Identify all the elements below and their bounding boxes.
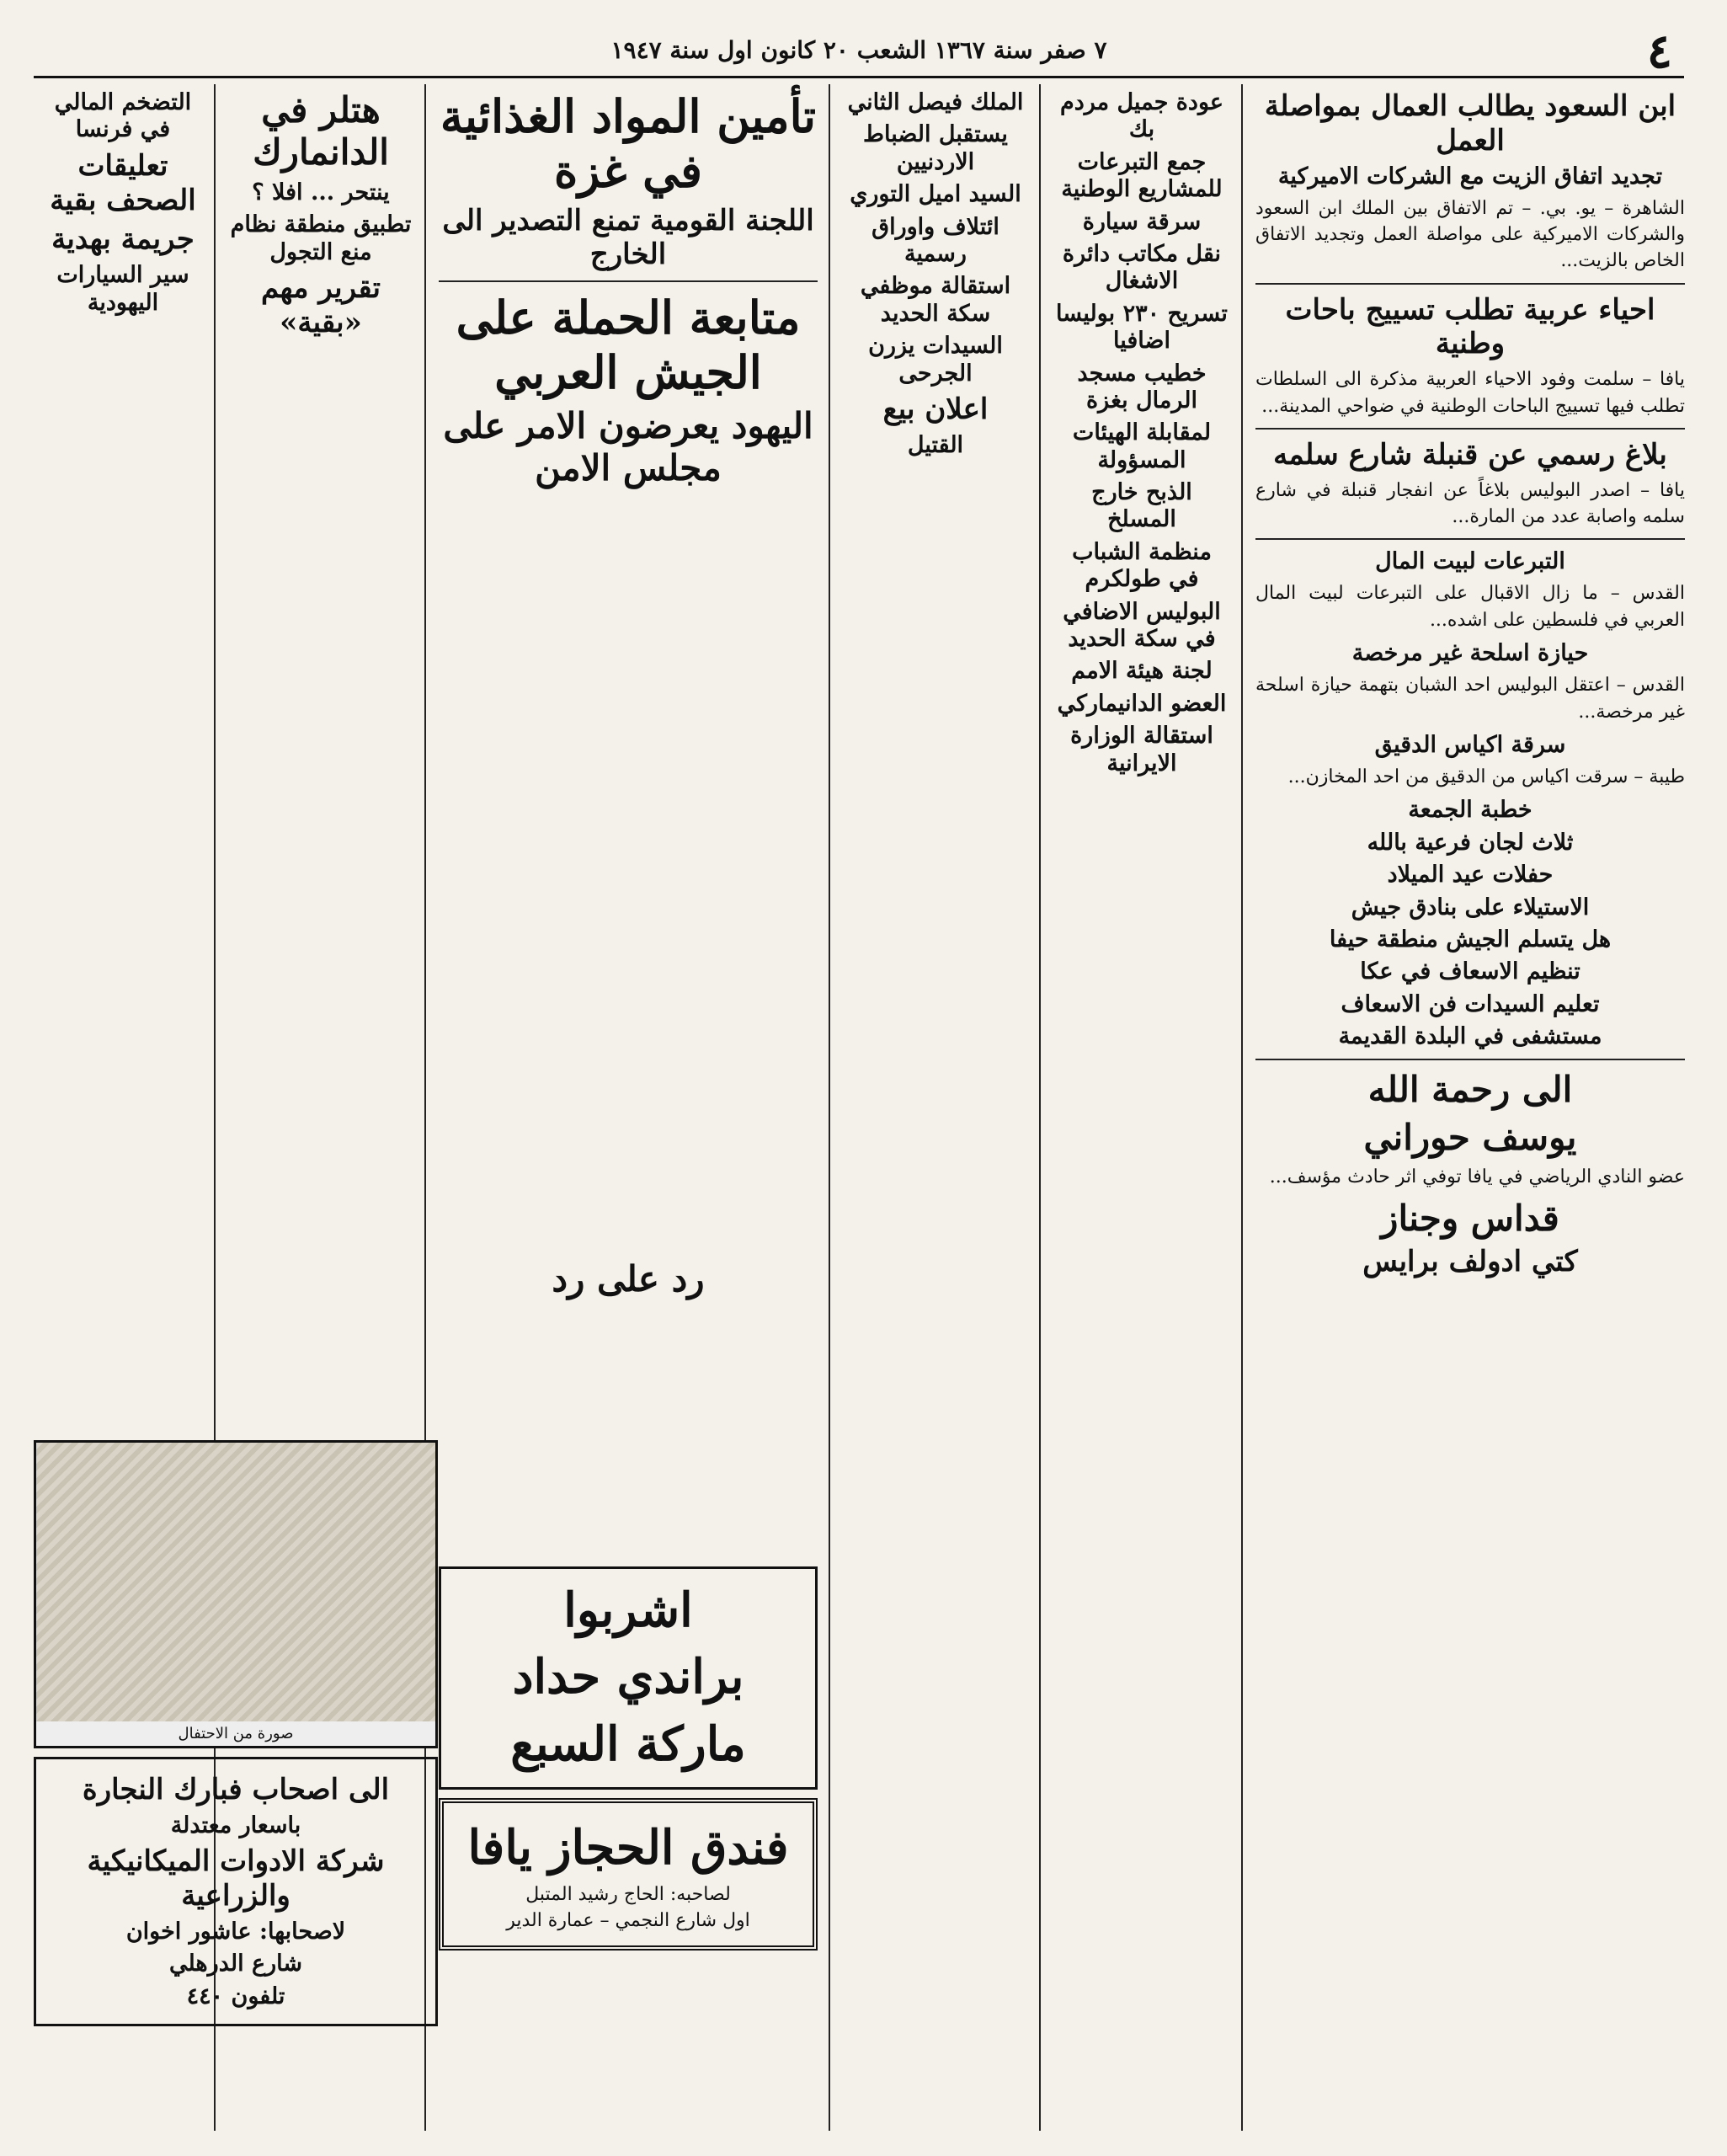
- headline: تنظيم الاسعاف في عكا: [1360, 958, 1580, 985]
- headline: جمع التبرعات للمشاريع الوطنية: [1061, 148, 1223, 203]
- headline: حفلات عيد الميلاد: [1387, 862, 1554, 889]
- headline: السيدات يزرن الجرحى: [868, 333, 1003, 387]
- divider: [1255, 1059, 1685, 1060]
- headline: تأمين المواد الغذائية في غزة: [440, 89, 817, 198]
- headline: احياء عربية تطلب تسييج باحات وطنية: [1285, 292, 1655, 361]
- headline: ثلاث لجان فرعية بالله: [1367, 829, 1574, 856]
- headline: استقالة موظفي سكة الحديد: [860, 273, 1011, 327]
- headline: خطيب مسجد الرمال بغزة: [1077, 360, 1207, 414]
- column-rule: [829, 84, 830, 2131]
- divider: [1255, 283, 1685, 285]
- headline: التضخم المالي في فرنسا: [54, 89, 192, 143]
- headline: مستشفى في البلدة القديمة: [1338, 1023, 1602, 1050]
- subheadline: يستقبل الضباط الاردنيين: [863, 121, 1008, 175]
- subheadline: تجديد اتفاق الزيت مع الشركات الاميركية: [1277, 163, 1663, 189]
- headline: البوليس الاضافي في سكة الحديد: [1063, 598, 1221, 653]
- headline: تطبيق منطقة نظام منع التجول: [230, 211, 412, 265]
- divider: [1255, 538, 1685, 540]
- article-text: يافا – اصدر البوليس بلاغاً عن انفجار قنبلة في شارع سلمه واصابة عدد من المارة...: [1255, 479, 1685, 527]
- headline: قداس وجناز: [1381, 1197, 1559, 1239]
- ad-text: ماركة السبع: [510, 1716, 746, 1772]
- divider: [1255, 428, 1685, 430]
- dateline: ٧ صفر سنة ١٣٦٧ الشعب ٢٠ كانون اول سنة ١٩٤٧: [610, 35, 1107, 64]
- headline: الملك فيصل الثاني: [847, 89, 1024, 115]
- headline: هتلر في الدانمارك: [253, 89, 389, 173]
- headline: تعليم السيدات فن الاسعاف: [1341, 990, 1600, 1017]
- headline: سرقة اكياس الدقيق: [1374, 731, 1566, 758]
- ad-text: لصاحبه: الحاج رشيد المتبل: [525, 1884, 731, 1906]
- page-number: ٤: [1646, 24, 1672, 79]
- headline: لمقابلة الهيئات المسؤولة: [1072, 419, 1212, 473]
- ad-text: شارع الدرهلي: [168, 1951, 303, 1977]
- article-text: القدس – ما زال الاقبال على التبرعات لبيت المال العربي في فلسطين على اشده...: [1255, 583, 1685, 631]
- headline: العضو الدانيماركي: [1057, 690, 1227, 717]
- headline: متابعة الحملة على الجيش العربي: [456, 291, 801, 399]
- article-text: عضو النادي الرياضي في يافا توفي اثر حادث مؤسف...: [1269, 1166, 1685, 1188]
- photo-block: [34, 1432, 438, 2035]
- column-2: [1045, 84, 1239, 2131]
- ad-hotel: [439, 1798, 818, 1951]
- ad-brandy: [439, 1566, 818, 1790]
- headline: نقل مكاتب دائرة الاشغال: [1062, 240, 1222, 295]
- headline: تسريح ٢٣٠ بوليسا اضافيا: [1056, 300, 1228, 355]
- headline: استقالة الوزارة الايرانية: [1070, 723, 1213, 776]
- headline: منظمة الشباب في طولكرم: [1072, 538, 1212, 593]
- headline: التبرعات لبيت المال: [1375, 548, 1565, 575]
- headline: الذبح خارج المسلخ: [1091, 479, 1192, 533]
- article-text: القدس – اعتقل البوليس احد الشبان بتهمة حيازة اسلحة غير مرخصة...: [1255, 675, 1685, 723]
- subheadline: اليهود يعرضون الامر على مجلس الامن: [443, 404, 813, 489]
- article-text: طيبة – سرقت اكياس من الدقيق من احد المخازن...: [1287, 766, 1685, 788]
- ad-text: باسعار معتدلة: [170, 1812, 301, 1838]
- headline: ائتلاف واوراق رسمية: [871, 213, 999, 267]
- ad-text: فندق الحجاز يافا: [467, 1819, 789, 1876]
- headline: لجنة هيئة الامم: [1071, 658, 1213, 685]
- headline: سير السيارات اليهودية: [56, 262, 189, 316]
- subheadline: اللجنة القومية تمنع التصدير الى الخارج: [442, 203, 814, 272]
- obituary-name: كتي ادولف برايس: [1362, 1244, 1578, 1278]
- ad-text: اشربوا: [563, 1582, 693, 1638]
- headline: هل يتسلم الجيش منطقة حيفا: [1329, 926, 1612, 953]
- ad-text: شركة الادوات الميكانيكية والزراعية: [87, 1844, 385, 1913]
- headline: بلاغ رسمي عن قنبلة شارع سلمه: [1273, 437, 1667, 472]
- headline: جريمة بهدية: [51, 222, 195, 257]
- article-text: يافا – سلمت وفود الاحياء العربية مذكرة الى السلطات تطلب فيها تسييج الباحات الوطنية في ضواحي المدينة...: [1255, 369, 1685, 417]
- ad-text: تلفون ٤٤٠: [186, 1983, 285, 2009]
- ad-text: لاصحابها: عاشور اخوان: [125, 1918, 346, 1945]
- ad-text: اول شارع النجمي – عمارة الدير: [506, 1910, 750, 1932]
- ad-mechanical-tools: [34, 1757, 438, 2026]
- obituary-name: يوسف حوراني: [1363, 1116, 1577, 1158]
- column-rule: [1241, 84, 1243, 2131]
- divider: [439, 280, 818, 282]
- headline: ينتحر ... افلا ؟: [252, 179, 390, 205]
- column-rule: [1039, 84, 1041, 2131]
- column-3: [834, 84, 1037, 2131]
- ad-text: براندي حداد: [512, 1649, 744, 1705]
- headline: عودة جميل مردم بك: [1059, 89, 1224, 143]
- headline: تقرير مهم «بقية»: [261, 270, 381, 339]
- headline: تعليقات الصحف بقية: [50, 148, 196, 217]
- headline: السيد اميل التوري: [850, 181, 1021, 208]
- headline: ابن السعود يطالب العمال بمواصلة العمل: [1264, 89, 1676, 157]
- headline: الاستيلاء على بنادق جيش: [1351, 894, 1590, 921]
- column-1: [1247, 84, 1693, 2131]
- photo-caption: صورة من الاحتفال: [36, 1721, 435, 1746]
- headline: سرقة سيارة: [1082, 208, 1202, 235]
- headline: رد على رد: [552, 1257, 705, 1299]
- obituary-heading: الى رحمة الله: [1367, 1069, 1573, 1111]
- ad-text: الى اصحاب فبارك النجارة: [82, 1773, 390, 1806]
- masthead: [34, 24, 1684, 78]
- headline: اعلان بيع: [882, 392, 989, 426]
- article-text: الشاهرة – يو. بي. – تم الاتفاق بين الملك ابن السعود والشركات الاميركية على مواصلة العمل وتجديد الاتفاق الخاص بالزيت...: [1255, 197, 1685, 272]
- headline: حيازة اسلحة غير مرخصة: [1351, 639, 1589, 666]
- column-4: [430, 84, 826, 2131]
- headline: خطبة الجمعة: [1408, 797, 1532, 824]
- news-photo: [34, 1440, 438, 1748]
- headline: القتيل: [907, 431, 964, 458]
